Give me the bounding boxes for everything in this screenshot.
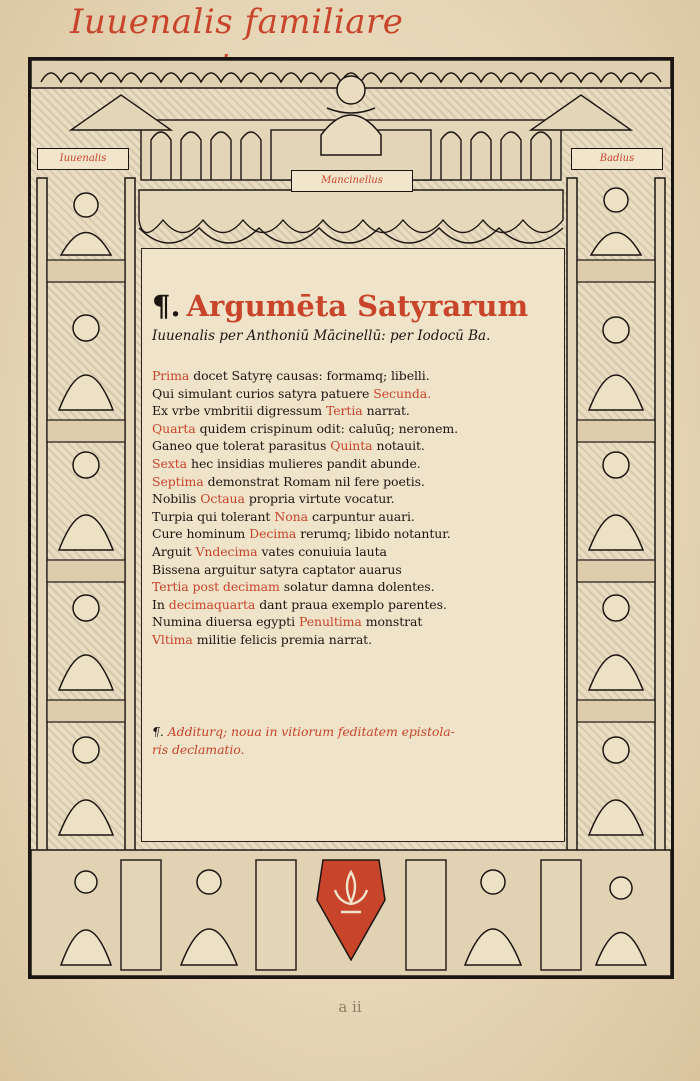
verse-line [152, 525, 562, 543]
verse-text: hec insidias mulieres pandit abunde. [191, 455, 421, 471]
verse-text: Cure hominum [152, 526, 246, 542]
verse-line [152, 631, 562, 649]
verse-line [152, 723, 562, 741]
verse-line [152, 613, 562, 631]
verse-line [152, 490, 562, 508]
verse-line [152, 385, 562, 403]
verse-text: rerumq; libido notantur. [300, 526, 451, 542]
verse-text: narrat. [366, 403, 410, 419]
rubric-text: Vndecima [195, 543, 258, 559]
verse-line [152, 561, 562, 579]
rubric-text: Decima [249, 526, 297, 542]
rubric-text: Tertia post decimam [152, 579, 280, 595]
verse-text: Turpia qui tolerant [152, 508, 271, 524]
verse-text: monstrat [365, 614, 423, 630]
verse-text: Qui simulant curios satyra patuere [152, 385, 370, 401]
verse-text: dant praua exemplo parentes. [259, 596, 447, 612]
rubric-text: Septima [152, 473, 204, 489]
label-mancinellus: Mancinellus [291, 170, 413, 192]
heading-text: Argumēta Satyrarum [186, 289, 529, 323]
woodcut-frame [28, 57, 674, 979]
verse-line [152, 508, 562, 526]
rubric-text: Quinta [330, 438, 373, 454]
subheading: Iuuenalis per Anthoniū Mācinellū: per Iodocū Ba. [152, 328, 491, 344]
rubric-text: ris declamatio. [152, 741, 245, 757]
verse-text: notauit. [376, 438, 425, 454]
verse-line [152, 741, 562, 759]
rubric-text: Tertia [325, 403, 363, 419]
rubric-text: Additurq; noua in vitiorum feditatem epistola- [167, 724, 455, 739]
paragraph-mark: ¶. [152, 289, 181, 323]
verse-text: Ganeo que tolerat parasitus [152, 438, 327, 454]
heading [152, 289, 562, 323]
verse-line [152, 543, 562, 561]
rubric-text: Sexta [152, 455, 187, 471]
verse-text: Ex vrbe vmbritii digressum [152, 403, 322, 419]
argument-lines [152, 367, 562, 649]
rubric-text: Quarta [152, 420, 196, 436]
rubric-text: Nona [274, 508, 308, 524]
verse-text: militie felicis premia narrat. [196, 631, 372, 647]
rubric-text: Penultima [298, 614, 362, 630]
verse-text: vates conuiuia lauta [261, 543, 387, 559]
verse-line [152, 578, 562, 596]
verse-text: ¶. [152, 724, 164, 739]
text-panel [141, 248, 565, 842]
verse-text: solatur damna dolentes. [283, 579, 435, 595]
verse-text: Numina diuersa egypti [152, 614, 295, 630]
verse-text: quidem crispinum odit: caluūq; neronem. [199, 420, 458, 436]
rubric-text: Secunda. [373, 385, 431, 401]
verse-line [152, 596, 562, 614]
verse-line [152, 420, 562, 438]
verse-text: demonstrat Romam nil fere poetis. [207, 473, 425, 489]
verse-text: In [152, 596, 165, 612]
verse-line [152, 437, 562, 455]
rubric-text: Prima [152, 368, 190, 383]
label-badius: Badius [571, 148, 663, 170]
verse-text: Arguit [152, 543, 192, 559]
rubric-text: decimaquarta [168, 596, 256, 612]
verse-text: Bissena arguitur satyra captator auarus [152, 561, 402, 577]
rubric-text: Octaua [200, 491, 245, 507]
rubric-text: Vltima [152, 631, 193, 647]
page-number: a ii [338, 998, 362, 1016]
label-juvenalis: Iuuenalis [37, 148, 129, 170]
verse-text: propria virtute vocatur. [248, 491, 395, 507]
verse-text: docet Satyrę causas: formamq; libelli. [193, 368, 430, 383]
verse-line [152, 455, 562, 473]
verse-line [152, 473, 562, 491]
verse-line [152, 367, 562, 385]
verse-text: carpuntur auari. [311, 508, 415, 524]
verse-text: Nobilis [152, 491, 197, 507]
verse-line [152, 402, 562, 420]
page-title: Iuuenalis familiare [70, 2, 404, 42]
addition-note [152, 723, 562, 758]
